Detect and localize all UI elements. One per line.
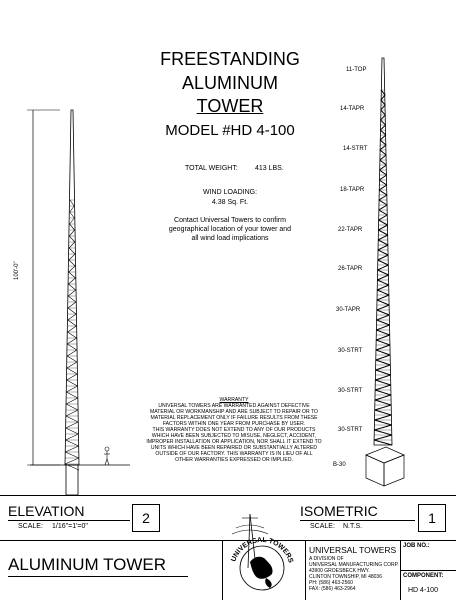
height-dimension: 100'-0" [14, 261, 20, 280]
warranty-line: THIS WARRANTY DOES NOT EXTEND TO ANY OF OUR PRODUCTS [152, 427, 316, 433]
warranty-line: FACTORS WITHIN ONE YEAR FROM PURCHASE BY USER. [162, 421, 306, 427]
universal-towers-logo [222, 508, 304, 600]
isometric-scale-value: N.T.S. [343, 523, 363, 530]
company-line: UNIVERSAL MANUFACTURING CORP. [309, 562, 399, 568]
warranty-line: UNIVERSAL TOWERS ARE WARRANTED AGAINST DEFECTIVE [158, 403, 310, 409]
svg-text:UNIVERSAL TOWERS: UNIVERSAL TOWERS [230, 536, 294, 564]
model-number: MODEL #HD 4-100 [165, 122, 295, 139]
isometric-label: ISOMETRIC [300, 503, 378, 519]
segment-label: 22-TAPR [338, 227, 363, 233]
warranty-line: IMPROPER INSTALLATION OR APPLICATION, NOR SHALL IT EXTEND TO [146, 439, 322, 445]
company-line: CLINTON TOWNSHIP, MI 48036 [309, 574, 382, 580]
warranty-line: WHICH HAVE BEEN SUBJECTED TO MISUSE, NEGLECT, ACCIDENT, [151, 433, 317, 439]
contact-note-line: all wind load implications [191, 235, 269, 242]
segment-label: 30-STRT [338, 427, 363, 433]
wind-value: 4.38 Sq. Ft. [211, 199, 249, 206]
segment-label: 30-STRT [338, 388, 363, 394]
warranty-line: OTHER WARRANTIES EXPRESSED OR IMPLIED. [175, 457, 293, 463]
weight-label: TOTAL WEIGHT: [185, 165, 238, 172]
elevation-underline [8, 520, 130, 521]
title-line-3: TOWER [196, 96, 264, 116]
isometric-number: 1 [418, 504, 446, 532]
isometric-scale-label: SCALE: [310, 523, 335, 530]
segment-label: B-30 [333, 462, 346, 468]
warranty-heading: WARRANTY [219, 397, 249, 403]
job-number-label: JOB NO.: [403, 543, 430, 549]
warranty-line: OUTSIDE OF OUR FACTORY. THIS WARRANTY IS IN LIEU OF ALL [155, 451, 313, 457]
title-line-2: ALUMINUM [181, 73, 278, 93]
contact-note-line: Contact Universal Towers to confirm [174, 217, 286, 224]
segment-label: 14-TAPR [340, 106, 365, 112]
component-label: COMPONENT: [403, 573, 444, 579]
segment-label: 30-TAPR [336, 307, 361, 313]
company-line: PH: (586) 463-2560 [309, 580, 353, 586]
segment-label: 11-TOP [346, 67, 367, 73]
segment-label: 30-STRT [338, 348, 363, 354]
company-line: A DIVISION OF [309, 556, 344, 562]
elevation-label: ELEVATION [8, 503, 85, 519]
segment-label: 18-TAPR [340, 187, 365, 193]
segment-label: 14-STRT [343, 146, 368, 152]
company-name: UNIVERSAL TOWERS [309, 545, 397, 555]
component-value: HD 4-100 [408, 587, 438, 594]
footer-divider-2 [305, 540, 306, 600]
elevation-scale-value: 1/16"=1'=0" [52, 523, 88, 530]
wind-label: WIND LOADING: [202, 189, 258, 196]
company-line: FAX: (586) 463-2964 [309, 586, 356, 592]
warranty-line: UNITS WHICH HAVE BEEN REPAIRED OR SUBSTANTIALLY ALTERED [150, 445, 318, 451]
footer-title-underline [8, 576, 188, 577]
company-line: 43900 GROESBECK HWY. [309, 568, 370, 574]
divider-top [0, 495, 456, 496]
warranty-line: MATERIAL OR WORKMANSHIP AND ARE SUBJECT TO REPAIR OR TO [149, 409, 319, 415]
segment-label: 26-TAPR [338, 266, 363, 272]
elevation-scale-label: SCALE: [18, 523, 43, 530]
contact-note-line: geographical location of your tower and [168, 226, 292, 233]
warranty-block [138, 397, 330, 463]
elevation-number: 2 [132, 504, 160, 532]
isometric-underline [300, 520, 415, 521]
footer-title: ALUMINUM TOWER [8, 555, 167, 574]
company-address [309, 556, 399, 592]
warranty-line: MATERIAL REPLACEMENT ONLY IF FAILURE RESULTS FROM THESE [150, 415, 318, 421]
footer-divider-4 [400, 570, 456, 571]
weight-value: 413 LBS. [255, 165, 284, 172]
title-line-1: FREESTANDING [160, 49, 300, 69]
